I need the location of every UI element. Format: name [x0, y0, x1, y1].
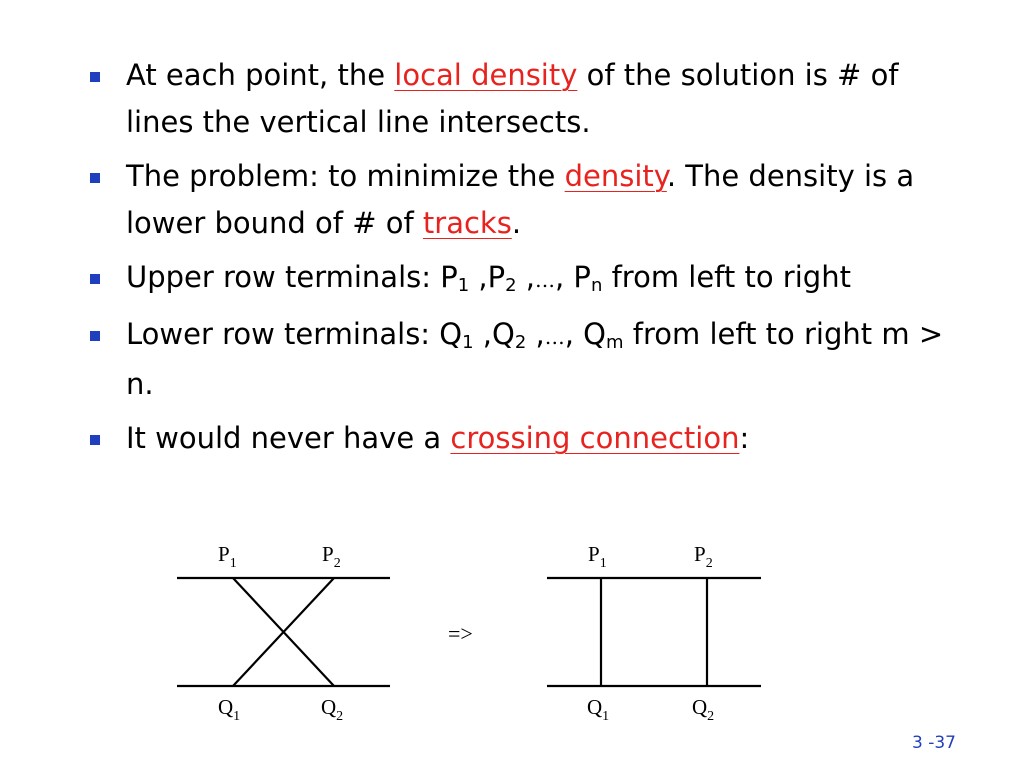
- crossing-connection-figure: [177, 542, 390, 724]
- bullet-text: :: [739, 421, 750, 455]
- bullet-text: Lower row terminals: Q: [126, 317, 463, 351]
- bullet-text: The problem: to minimize the: [126, 159, 565, 193]
- highlighted-term: local density: [394, 58, 578, 92]
- ellipsis: …: [535, 268, 555, 292]
- bullet-text: of the solution is # of lines the vertical line intersects.: [126, 58, 899, 139]
- bullet-text: Upper row terminals: P: [126, 260, 458, 294]
- bullet-text: At each point, the: [126, 58, 395, 92]
- highlighted-term: crossing connection: [450, 421, 740, 455]
- bullet-text: ,P: [469, 260, 506, 294]
- bullet-text: .: [511, 206, 522, 240]
- bullet-text: , P: [555, 260, 591, 294]
- terminal-label-p2: $P_2$: [694, 542, 713, 571]
- bullet-text: from left to right: [602, 260, 851, 294]
- bullet-text: ,: [526, 317, 545, 351]
- highlighted-term: density: [564, 159, 667, 193]
- terminal-label-p1: $P_1$: [588, 542, 607, 571]
- terminal-label-p1: $P_1$: [218, 542, 237, 571]
- highlighted-term: tracks: [422, 206, 512, 240]
- subscript: 2: [514, 332, 527, 353]
- bullet-text: , Q: [564, 317, 606, 351]
- bullet-text: . The density is a lower bound of # of: [126, 159, 915, 240]
- subscript: 1: [462, 332, 474, 353]
- terminal-label-q1: $Q_1$: [587, 695, 610, 724]
- transform-arrow: =>: [448, 621, 473, 646]
- terminal-label-q2: $Q_2$: [321, 695, 344, 724]
- bullet-text: ,: [516, 260, 535, 294]
- bullet-text: It would never have a: [126, 421, 451, 455]
- subscript: n: [590, 275, 603, 296]
- terminal-label-q2: $Q_2$: [692, 695, 715, 724]
- subscript: m: [606, 332, 624, 353]
- subscript: 1: [457, 275, 470, 296]
- subscript: 2: [505, 275, 517, 296]
- straight-connection-figure: [547, 542, 761, 724]
- terminal-label-p2: $P_2$: [322, 542, 341, 571]
- ellipsis: …: [544, 325, 565, 349]
- page-number: 3 -37: [912, 733, 956, 753]
- terminal-label-q1: $Q_1$: [218, 695, 241, 724]
- bullet-text: ,Q: [473, 317, 515, 351]
- bullet-text: from left to right m > n.: [126, 317, 944, 401]
